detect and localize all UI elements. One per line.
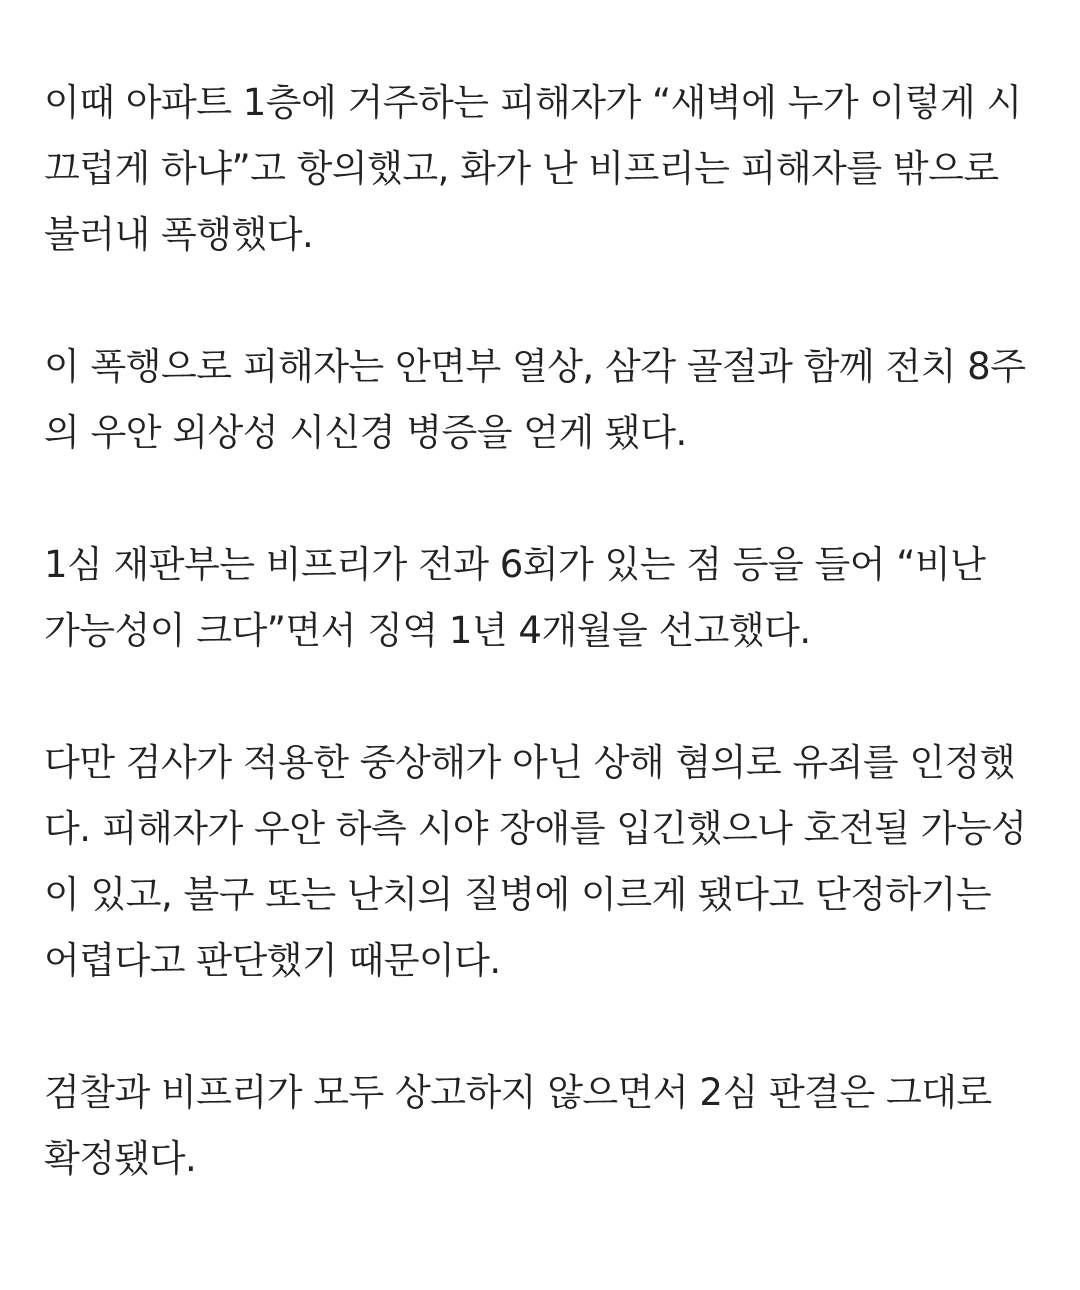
paragraph-injuries (44, 334, 1044, 466)
text-line: 이 폭행으로 피해자는 안면부 열상, 삼각 골절과 함께 전치 8주 (44, 345, 1026, 388)
text-line: 불러내 폭행했다. (44, 213, 314, 256)
text-line: 이때 아파트 1층에 거주하는 피해자가 “새벽에 누가 이렇게 시 (44, 81, 1022, 124)
text-line: 1심 재판부는 비프리가 전과 6회가 있는 점 등을 들어 “비난 (44, 543, 986, 586)
text-line: 확정됐다. (44, 1137, 197, 1180)
paragraph-first-trial (44, 532, 1044, 664)
article-body (44, 70, 1044, 1192)
text-line: 이 있고, 불구 또는 난치의 질병에 이르게 됐다고 단정하기는 (44, 873, 992, 916)
text-line: 가능성이 크다”면서 징역 1년 4개월을 선고했다. (44, 609, 811, 652)
text-line: 의 우안 외상성 시신경 병증을 얻게 됐다. (44, 411, 687, 454)
paragraph-verdict-final (44, 1060, 1044, 1192)
text-line: 어렵다고 판단했기 때문이다. (44, 939, 501, 982)
text-line: 다. 피해자가 우안 하측 시야 장애를 입긴했으나 호전될 가능성 (44, 807, 1027, 850)
paragraph-assault (44, 70, 1044, 268)
paragraph-charge-reasoning (44, 730, 1044, 994)
text-line: 끄럽게 하냐”고 항의했고, 화가 난 비프리는 피해자를 밖으로 (44, 147, 999, 190)
text-line: 다만 검사가 적용한 중상해가 아닌 상해 혐의로 유죄를 인정했 (44, 741, 1016, 784)
text-line: 검찰과 비프리가 모두 상고하지 않으면서 2심 판결은 그대로 (44, 1071, 992, 1114)
